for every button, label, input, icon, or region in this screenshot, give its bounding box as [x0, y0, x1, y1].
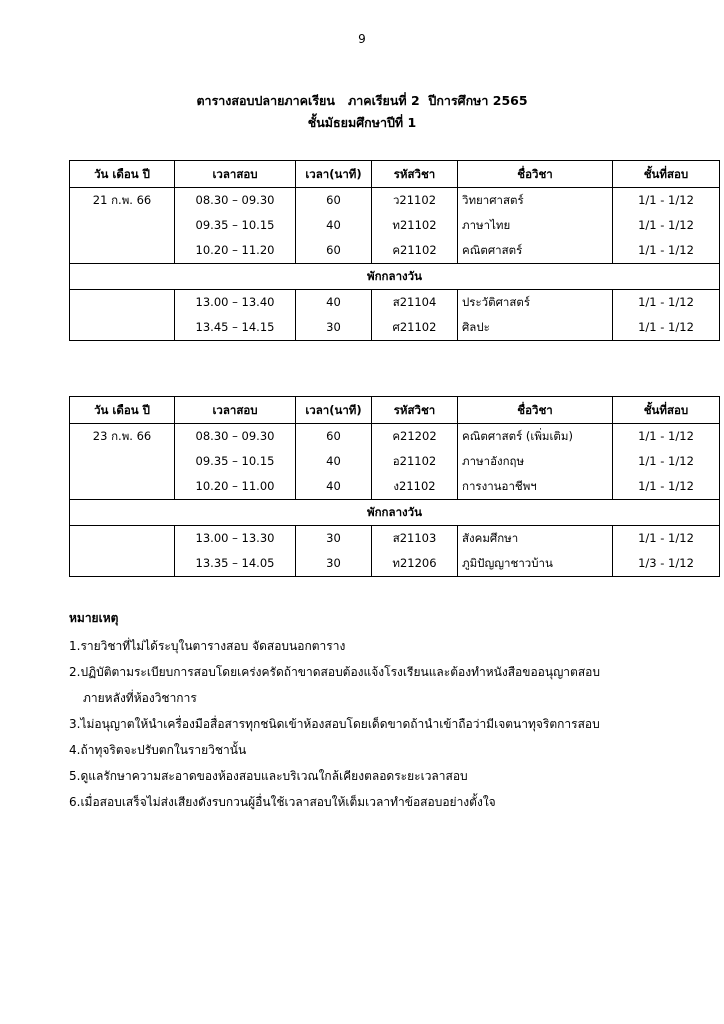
- notes-section: [69, 607, 669, 815]
- table-row: [70, 315, 720, 341]
- exam-classes: 1/1 - 1/12: [613, 449, 720, 474]
- exam-duration: 60: [296, 188, 372, 214]
- subject-name: ภูมิปัญญาชาวบ้าน: [458, 551, 613, 577]
- empty-cell: [70, 526, 175, 552]
- exam-classes: 1/1 - 1/12: [613, 290, 720, 316]
- header-duration: เวลา(นาที): [296, 397, 372, 424]
- subject-name: สังคมศึกษา: [458, 526, 613, 552]
- exam-classes: 1/1 - 1/12: [613, 424, 720, 450]
- exam-time: 10.20 – 11.00: [175, 474, 296, 500]
- table-row: [70, 188, 720, 214]
- exam-duration: 60: [296, 238, 372, 264]
- exam-time: 13.45 – 14.15: [175, 315, 296, 341]
- exam-duration: 40: [296, 474, 372, 500]
- empty-cell: [70, 449, 175, 474]
- empty-cell: [70, 213, 175, 238]
- exam-duration: 40: [296, 213, 372, 238]
- lunch-break-label: พักกลางวัน: [70, 500, 720, 526]
- title-line-1: ตารางสอบปลายภาคเรียน ภาคเรียนที่ 2 ปีการศึกษา 2565: [196, 93, 528, 108]
- exam-classes: 1/1 - 1/12: [613, 474, 720, 500]
- exam-duration: 30: [296, 551, 372, 577]
- lunch-break-row: [70, 264, 720, 290]
- header-subject: ชื่อวิชา: [458, 397, 613, 424]
- table-header-row: [70, 161, 720, 188]
- subject-code: ส21104: [372, 290, 458, 316]
- lunch-break-label: พักกลางวัน: [70, 264, 720, 290]
- empty-cell: [70, 238, 175, 264]
- notes-title: หมายเหตุ: [69, 611, 119, 625]
- subject-name: การงานอาชีพฯ: [458, 474, 613, 500]
- exam-classes: 1/1 - 1/12: [613, 213, 720, 238]
- title-line-2: ชั้นมัธยมศึกษาปีที่ 1: [307, 115, 417, 130]
- empty-cell: [70, 551, 175, 577]
- document-title: [0, 90, 724, 134]
- empty-cell: [70, 290, 175, 316]
- header-date: วัน เดือน ปี: [70, 161, 175, 188]
- table-row: [70, 213, 720, 238]
- subject-code: ค21202: [372, 424, 458, 450]
- exam-time: 10.20 – 11.20: [175, 238, 296, 264]
- table-row: [70, 526, 720, 552]
- exam-schedule-table-2: [69, 396, 720, 577]
- exam-time: 09.35 – 10.15: [175, 449, 296, 474]
- table-row: [70, 290, 720, 316]
- exam-date: 21 ก.พ. 66: [70, 188, 175, 214]
- subject-name: ประวัติศาสตร์: [458, 290, 613, 316]
- subject-code: ง21102: [372, 474, 458, 500]
- header-time: เวลาสอบ: [175, 161, 296, 188]
- header-room: ชั้นที่สอบ: [613, 397, 720, 424]
- exam-classes: 1/3 - 1/12: [613, 551, 720, 577]
- table-header-row: [70, 397, 720, 424]
- header-duration: เวลา(นาที): [296, 161, 372, 188]
- subject-code: ว21102: [372, 188, 458, 214]
- subject-code: ค21102: [372, 238, 458, 264]
- note-item-2-continued: ภายหลังที่ห้องวิชาการ: [83, 691, 197, 705]
- exam-time: 13.00 – 13.30: [175, 526, 296, 552]
- empty-cell: [70, 315, 175, 341]
- exam-duration: 30: [296, 526, 372, 552]
- subject-name: คณิตศาสตร์ (เพิ่มเติม): [458, 424, 613, 450]
- exam-classes: 1/1 - 1/12: [613, 526, 720, 552]
- header-date: วัน เดือน ปี: [70, 397, 175, 424]
- header-time: เวลาสอบ: [175, 397, 296, 424]
- note-item-1: 1.รายวิชาที่ไม่ได้ระบุในตารางสอบ จัดสอบนอกตาราง: [69, 639, 346, 653]
- table-row: [70, 474, 720, 500]
- exam-time: 08.30 – 09.30: [175, 424, 296, 450]
- subject-name: ภาษาไทย: [458, 213, 613, 238]
- subject-code: ส21103: [372, 526, 458, 552]
- exam-duration: 30: [296, 315, 372, 341]
- header-room: ชั้นที่สอบ: [613, 161, 720, 188]
- note-item-6: 6.เมื่อสอบเสร็จไม่ส่งเสียงดังรบกวนผู้อื่นใช้เวลาสอบให้เต็มเวลาทำข้อสอบอย่างตั้งใจ: [69, 795, 496, 809]
- table-row: [70, 424, 720, 450]
- table-row: [70, 238, 720, 264]
- note-item-5: 5.ดูแลรักษาความสะอาดของห้องสอบและบริเวณใกล้เคียงตลอดระยะเวลาสอบ: [69, 769, 468, 783]
- table-row: [70, 449, 720, 474]
- header-code: รหัสวิชา: [372, 397, 458, 424]
- header-code: รหัสวิชา: [372, 161, 458, 188]
- exam-duration: 60: [296, 424, 372, 450]
- table-row: [70, 551, 720, 577]
- exam-date: 23 ก.พ. 66: [70, 424, 175, 450]
- subject-name: ภาษาอังกฤษ: [458, 449, 613, 474]
- subject-name: คณิตศาสตร์: [458, 238, 613, 264]
- note-item-4: 4.ถ้าทุจริตจะปรับตกในรายวิชานั้น: [69, 743, 247, 757]
- note-item-2: 2.ปฏิบัติตามระเบียบการสอบโดยเคร่งครัดถ้าขาดสอบต้องแจ้งโรงเรียนและต้องทำหนังสือขออนุญาตสอบ: [69, 665, 600, 679]
- exam-time: 08.30 – 09.30: [175, 188, 296, 214]
- exam-time: 13.00 – 13.40: [175, 290, 296, 316]
- exam-time: 13.35 – 14.05: [175, 551, 296, 577]
- exam-schedule-table-1: [69, 160, 720, 341]
- subject-code: ศ21102: [372, 315, 458, 341]
- subject-code: ท21102: [372, 213, 458, 238]
- exam-classes: 1/1 - 1/12: [613, 188, 720, 214]
- empty-cell: [70, 474, 175, 500]
- subject-code: ท21206: [372, 551, 458, 577]
- subject-name: ศิลปะ: [458, 315, 613, 341]
- note-item-3: 3.ไม่อนุญาตให้นำเครื่องมือสื่อสารทุกชนิดเข้าห้องสอบโดยเด็ดขาดถ้านำเข้าถือว่ามีเจตนาทุจริตการสอบ: [69, 717, 600, 731]
- exam-duration: 40: [296, 290, 372, 316]
- exam-time: 09.35 – 10.15: [175, 213, 296, 238]
- header-subject: ชื่อวิชา: [458, 161, 613, 188]
- page-number: 9: [358, 32, 366, 46]
- exam-classes: 1/1 - 1/12: [613, 238, 720, 264]
- exam-classes: 1/1 - 1/12: [613, 315, 720, 341]
- exam-duration: 40: [296, 449, 372, 474]
- subject-name: วิทยาศาสตร์: [458, 188, 613, 214]
- lunch-break-row: [70, 500, 720, 526]
- subject-code: อ21102: [372, 449, 458, 474]
